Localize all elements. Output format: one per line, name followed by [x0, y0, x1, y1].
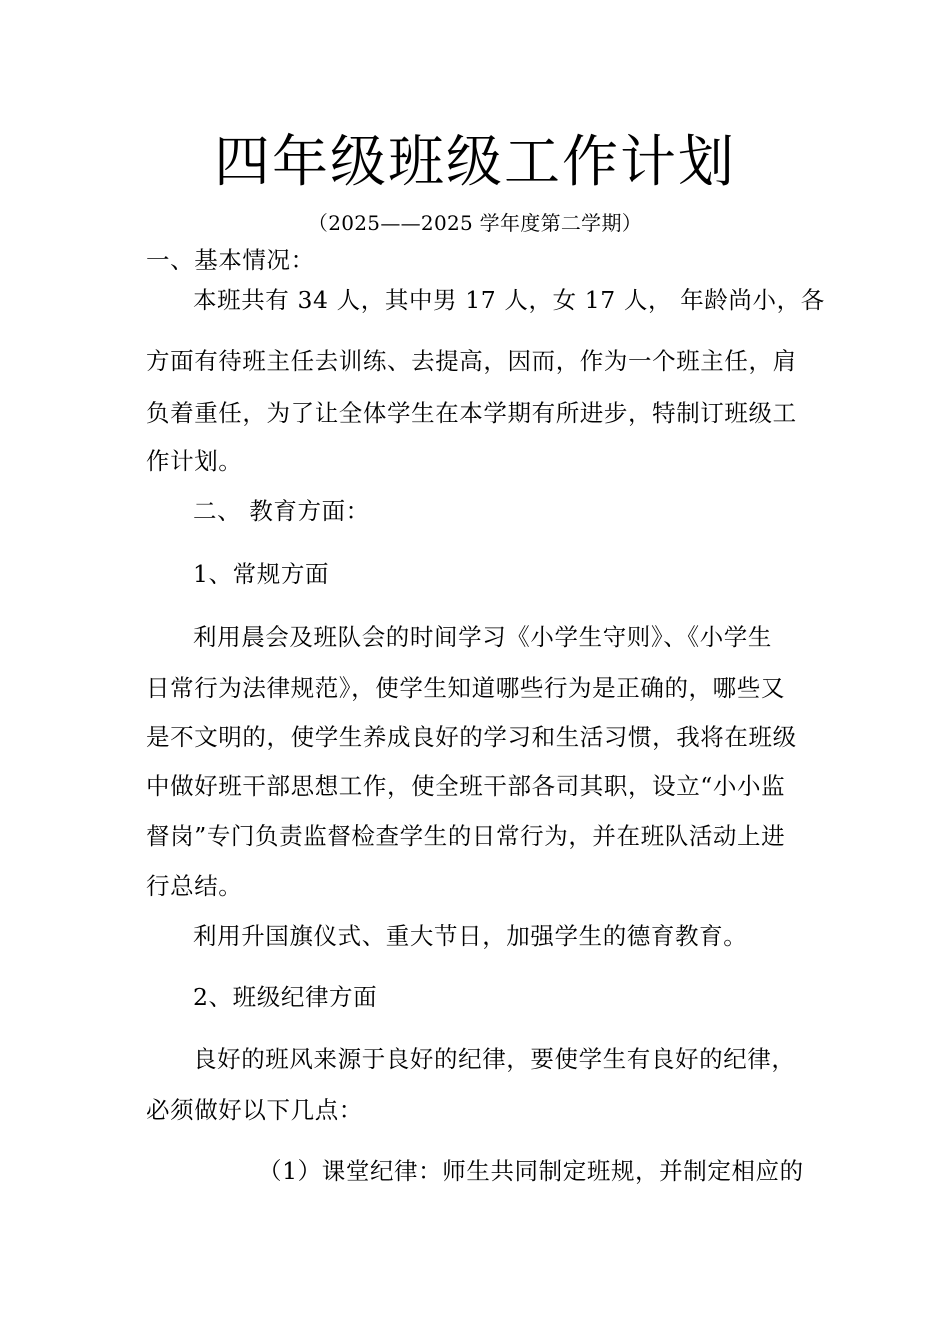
paragraph-line: 督岗”专门负责监督检查学生的日常行为，并在班队活动上进	[146, 822, 786, 850]
document-title: 四年级班级工作计划	[214, 130, 736, 195]
section-heading-education: 二、 教育方面：	[193, 497, 370, 525]
paragraph-line: 利用晨会及班队会的时间学习《小学生守则》、《小学生	[193, 623, 772, 651]
subsection-heading-discipline: 2、班级纪律方面	[193, 983, 378, 1011]
paragraph-line: 负着重任，为了让全体学生在本学期有所进步，特制订班级工	[146, 399, 797, 427]
subsection-heading-routine: 1、常规方面	[193, 560, 330, 588]
document-subtitle: （2025——2025 学年度第二学期）	[307, 211, 643, 235]
paragraph-line: 行总结。	[146, 872, 243, 900]
paragraph-line: （1）课堂纪律：师生共同制定班规，并制定相应的	[258, 1157, 804, 1185]
section-heading-basic: 一、基本情况：	[146, 246, 315, 274]
paragraph-line: 日常行为法律规范》，使学生知道哪些行为是正确的，哪些又	[146, 674, 785, 702]
paragraph-line: 良好的班风来源于良好的纪律，要使学生有良好的纪律，	[193, 1045, 796, 1073]
paragraph-line: 中做好班干部思想工作，使全班干部各司其职，设立“小小监	[146, 772, 786, 800]
paragraph-line: 是不文明的，使学生养成良好的学习和生活习惯，我将在班级	[146, 723, 797, 751]
paragraph-line: 利用升国旗仪式、重大节日，加强学生的德育教育。	[193, 922, 748, 950]
paragraph-line: 作计划。	[146, 447, 243, 475]
paragraph-line: 必须做好以下几点：	[146, 1096, 363, 1124]
paragraph-line: 本班共有 34 人，其中男 17 人，女 17 人， 年龄尚小，各	[193, 286, 825, 314]
paragraph-line: 方面有待班主任去训练、去提高，因而，作为一个班主任，肩	[146, 347, 797, 375]
